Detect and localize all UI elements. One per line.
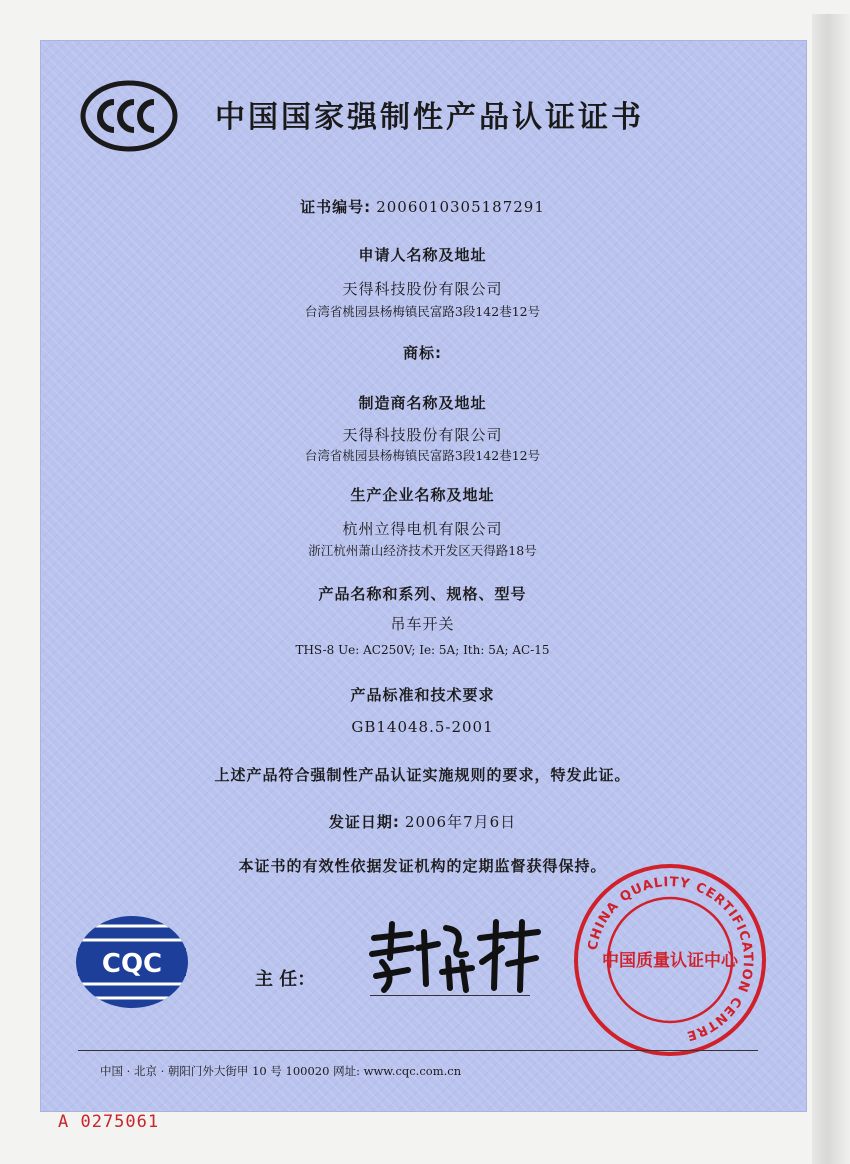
applicant-name: 天得科技股份有限公司 (342, 280, 503, 298)
cqc-seal (572, 862, 768, 1058)
page-edge (812, 14, 850, 1164)
product-name: 吊车开关 (390, 615, 455, 633)
manufacturer-label: 制造商名称及地址 (358, 394, 487, 412)
signature-text: 李怀林 (452, 996, 455, 997)
conformity-statement: 上述产品符合强制性产品认证实施规则的要求，特发此证。 (214, 766, 631, 784)
ccc-logo-text: CCC (129, 120, 132, 121)
director-signature (362, 918, 542, 998)
seal-outer-text: CHINA QUALITY CERTIFICATION CENTRE (585, 874, 756, 1044)
trademark-label: 商标: (403, 344, 442, 362)
director-label: 主 任： (255, 969, 316, 990)
cert-number-label: 证书编号: (300, 198, 372, 216)
ccc-logo-icon (80, 80, 178, 152)
issue-date-value: 2006年7月6日 (404, 813, 517, 831)
factory-name: 杭州立得电机有限公司 (342, 520, 503, 538)
standard-label: 产品标准和技术要求 (350, 686, 495, 704)
standard-value: GB14048.5-2001 (351, 718, 494, 736)
cert-number-value: 2006010305187291 (376, 198, 545, 216)
cqc-logo-text: CQC (101, 949, 163, 979)
certificate-title: 中国国家强制性产品认证证书 (215, 100, 644, 135)
factory-label: 生产企业名称及地址 (350, 486, 495, 504)
footer-rule (78, 1050, 758, 1051)
factory-address: 浙江杭州萧山经济技术开发区天得路18号 (308, 543, 537, 558)
manufacturer-name: 天得科技股份有限公司 (342, 426, 503, 444)
cert-number-row (40, 196, 805, 217)
issue-date-row (40, 811, 805, 832)
manufacturer-address: 台湾省桃园县杨梅镇民富路3段142巷12号 (304, 448, 541, 463)
seal-inner-text: 中国质量认证中心 (602, 951, 738, 971)
cqc-logo-icon (72, 912, 192, 1012)
issue-date-label: 发证日期: (328, 813, 400, 831)
signature-line (370, 995, 530, 996)
footer-address: 中国 · 北京 · 朝阳门外大街甲 10 号 100020 网址: www.cqc.com.cn (100, 1064, 462, 1078)
validity-statement: 本证书的有效性依据发证机构的定期监督获得保持。 (238, 857, 607, 875)
applicant-label: 申请人名称及地址 (358, 246, 487, 264)
serial-number: A 0275061 (58, 1112, 160, 1132)
product-spec: THS-8 Ue: AC250V; Ie: 5A; Ith: 5A; AC-15 (295, 643, 550, 657)
product-label: 产品名称和系列、规格、型号 (318, 585, 527, 603)
applicant-address: 台湾省桃园县杨梅镇民富路3段142巷12号 (304, 304, 541, 319)
